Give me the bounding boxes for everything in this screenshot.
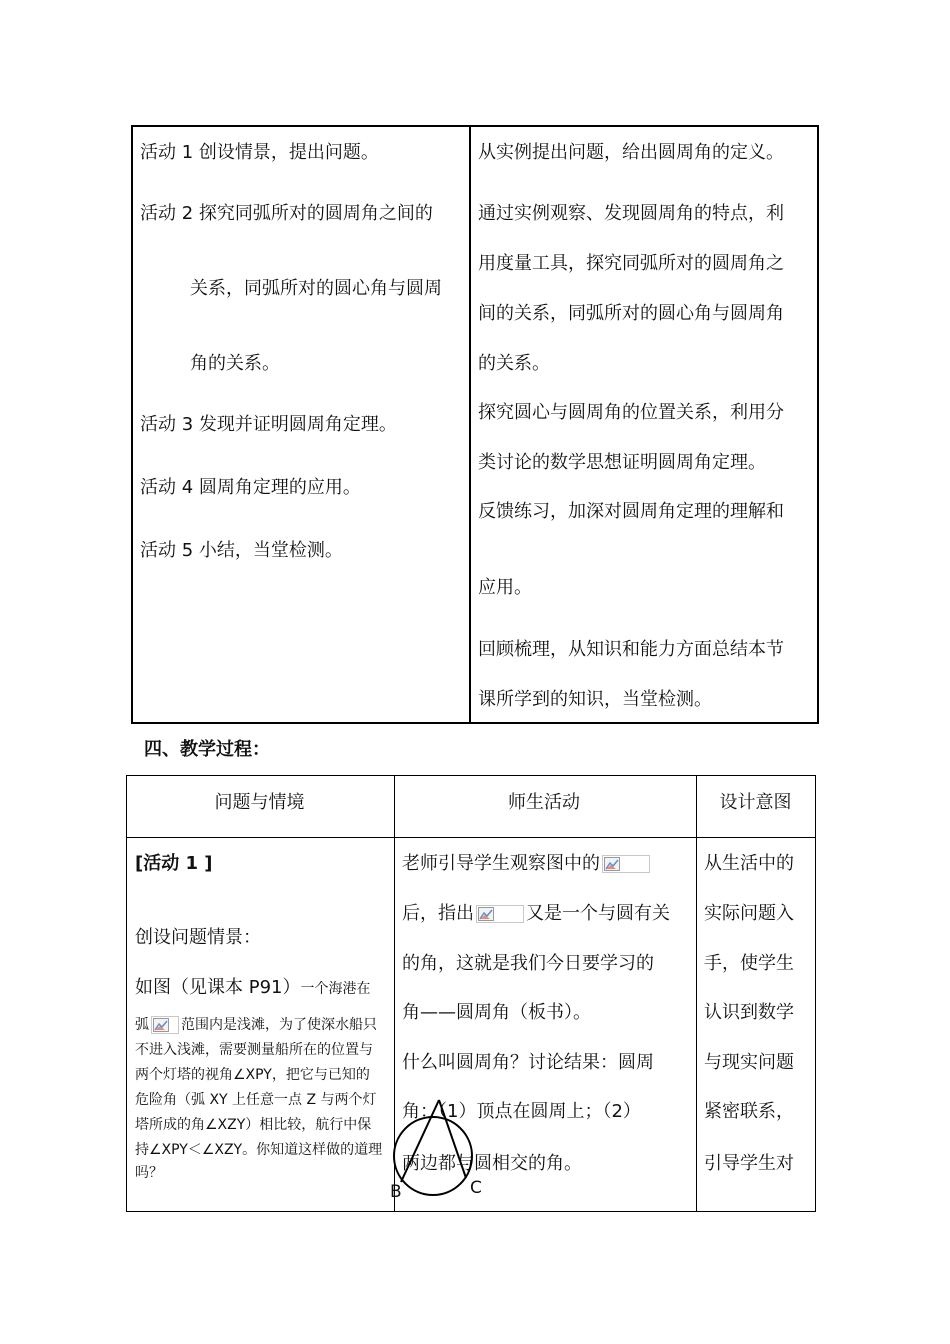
- header-teacher-student-activity: 师生活动: [508, 792, 580, 813]
- left-line-6: 活动 4 圆周角定理的应用。: [140, 477, 361, 498]
- right-line-3: 用度量工具，探究同弧所对的圆周角之: [478, 253, 784, 274]
- scenario-line-6: 塔所成的角∠XZY）相比较，航行中保: [135, 1117, 372, 1133]
- circle: [394, 1117, 472, 1195]
- header-question-situation: 问题与情境: [214, 792, 305, 813]
- chord-ac: [439, 1100, 466, 1178]
- chord-ab: [401, 1100, 439, 1182]
- scenario-line-2: [135, 1015, 377, 1035]
- column-divider: [469, 127, 471, 722]
- right-line-8: 反馈练习，加深对圆周角定理的理解和: [478, 501, 784, 522]
- scenario-line-7: 持∠XPY＜∠XZY。你知道这样做的道理: [135, 1142, 383, 1158]
- activity-line-1-text: 老师引导学生观察图中的: [402, 853, 600, 874]
- activity-line-4: 角——圆周角（板书）。: [402, 1002, 591, 1023]
- broken-image-icon: [602, 855, 650, 873]
- intent-line-1: 从生活中的: [704, 853, 794, 874]
- scenario-subtitle: 创设问题情景：: [135, 927, 261, 948]
- intent-line-6: 紧密联系，: [704, 1101, 794, 1122]
- intent-line-2: 实际问题入: [704, 903, 794, 924]
- right-line-1: 从实例提出问题，给出圆周角的定义。: [478, 142, 784, 163]
- broken-image-icon: [476, 905, 524, 923]
- scenario-line-3: 不进入浅滩，需要测量船所在的位置与: [135, 1042, 373, 1058]
- left-line-5: 活动 3 发现并证明圆周角定理。: [140, 414, 397, 435]
- right-line-7: 类讨论的数学思想证明圆周角定理。: [478, 452, 766, 473]
- intent-line-3: 手，使学生: [704, 953, 794, 974]
- activity-line-6: 角：（1）顶点在圆周上；（2）: [402, 1101, 641, 1122]
- right-line-9: 应用。: [478, 577, 532, 598]
- activity-line-2: [402, 902, 670, 926]
- right-line-2: 通过实例观察、发现圆周角的特点，利: [478, 203, 784, 224]
- point-c-label: C: [470, 1178, 482, 1198]
- scenario-line-4: 两个灯塔的视角∠XPY，把它与已知的: [135, 1067, 370, 1083]
- left-line-2: 活动 2 探究同弧所对的圆周角之间的: [140, 203, 433, 224]
- scenario-intro-small: 一个海港在: [300, 981, 371, 997]
- column-divider: [696, 776, 697, 1211]
- intent-line-5: 与现实问题: [704, 1052, 794, 1073]
- arc-label: 弧: [135, 1017, 149, 1033]
- left-line-3: 关系，同弧所对的圆心角与圆周: [190, 278, 442, 299]
- left-line-7: 活动 5 小结，当堂检测。: [140, 540, 343, 561]
- activity-line-5: 什么叫圆周角？讨论结果：圆周: [402, 1052, 654, 1073]
- header-divider: [127, 837, 815, 838]
- right-line-10: 回顾梳理，从知识和能力方面总结本节: [478, 639, 784, 660]
- point-b-label: B: [390, 1182, 402, 1202]
- right-line-11: 课所学到的知识，当堂检测。: [478, 689, 712, 710]
- activity-line-7: 两边都与圆相交的角。: [402, 1153, 582, 1174]
- activity-line-2-suffix: 又是一个与圆有关: [526, 903, 670, 924]
- right-line-6: 探究圆心与圆周角的位置关系，利用分: [478, 402, 784, 423]
- intent-line-4: 认识到数学: [704, 1002, 794, 1023]
- right-line-4: 间的关系，同弧所对的圆心角与圆周角: [478, 303, 784, 324]
- scenario-intro-large: 如图（见课本 P91）: [135, 977, 301, 998]
- scenario-line-8: 吗？: [135, 1165, 163, 1181]
- intent-line-7: 引导学生对: [704, 1153, 794, 1174]
- activity-line-3: 的角，这就是我们今日要学习的: [402, 953, 654, 974]
- scenario-line-5: 危险角（弧 XY 上任意一点 Z 与两个灯: [135, 1092, 377, 1108]
- activity-line-2-prefix: 后，指出: [402, 903, 474, 924]
- scenario-line-2-text: 范围内是浅滩，为了使深水船只: [181, 1017, 377, 1033]
- section-heading: 四、教学过程：: [144, 739, 270, 760]
- activity-1-title: [活动 1 ]: [135, 853, 213, 874]
- broken-image-icon: [151, 1016, 179, 1034]
- header-design-intent: 设计意图: [719, 792, 792, 813]
- activity-line-1: [402, 852, 652, 876]
- scenario-intro-line: [135, 976, 370, 1001]
- left-line-4: 角的关系。: [190, 353, 280, 374]
- left-line-1: 活动 1 创设情景，提出问题。: [140, 142, 379, 163]
- right-line-5: 的关系。: [478, 353, 550, 374]
